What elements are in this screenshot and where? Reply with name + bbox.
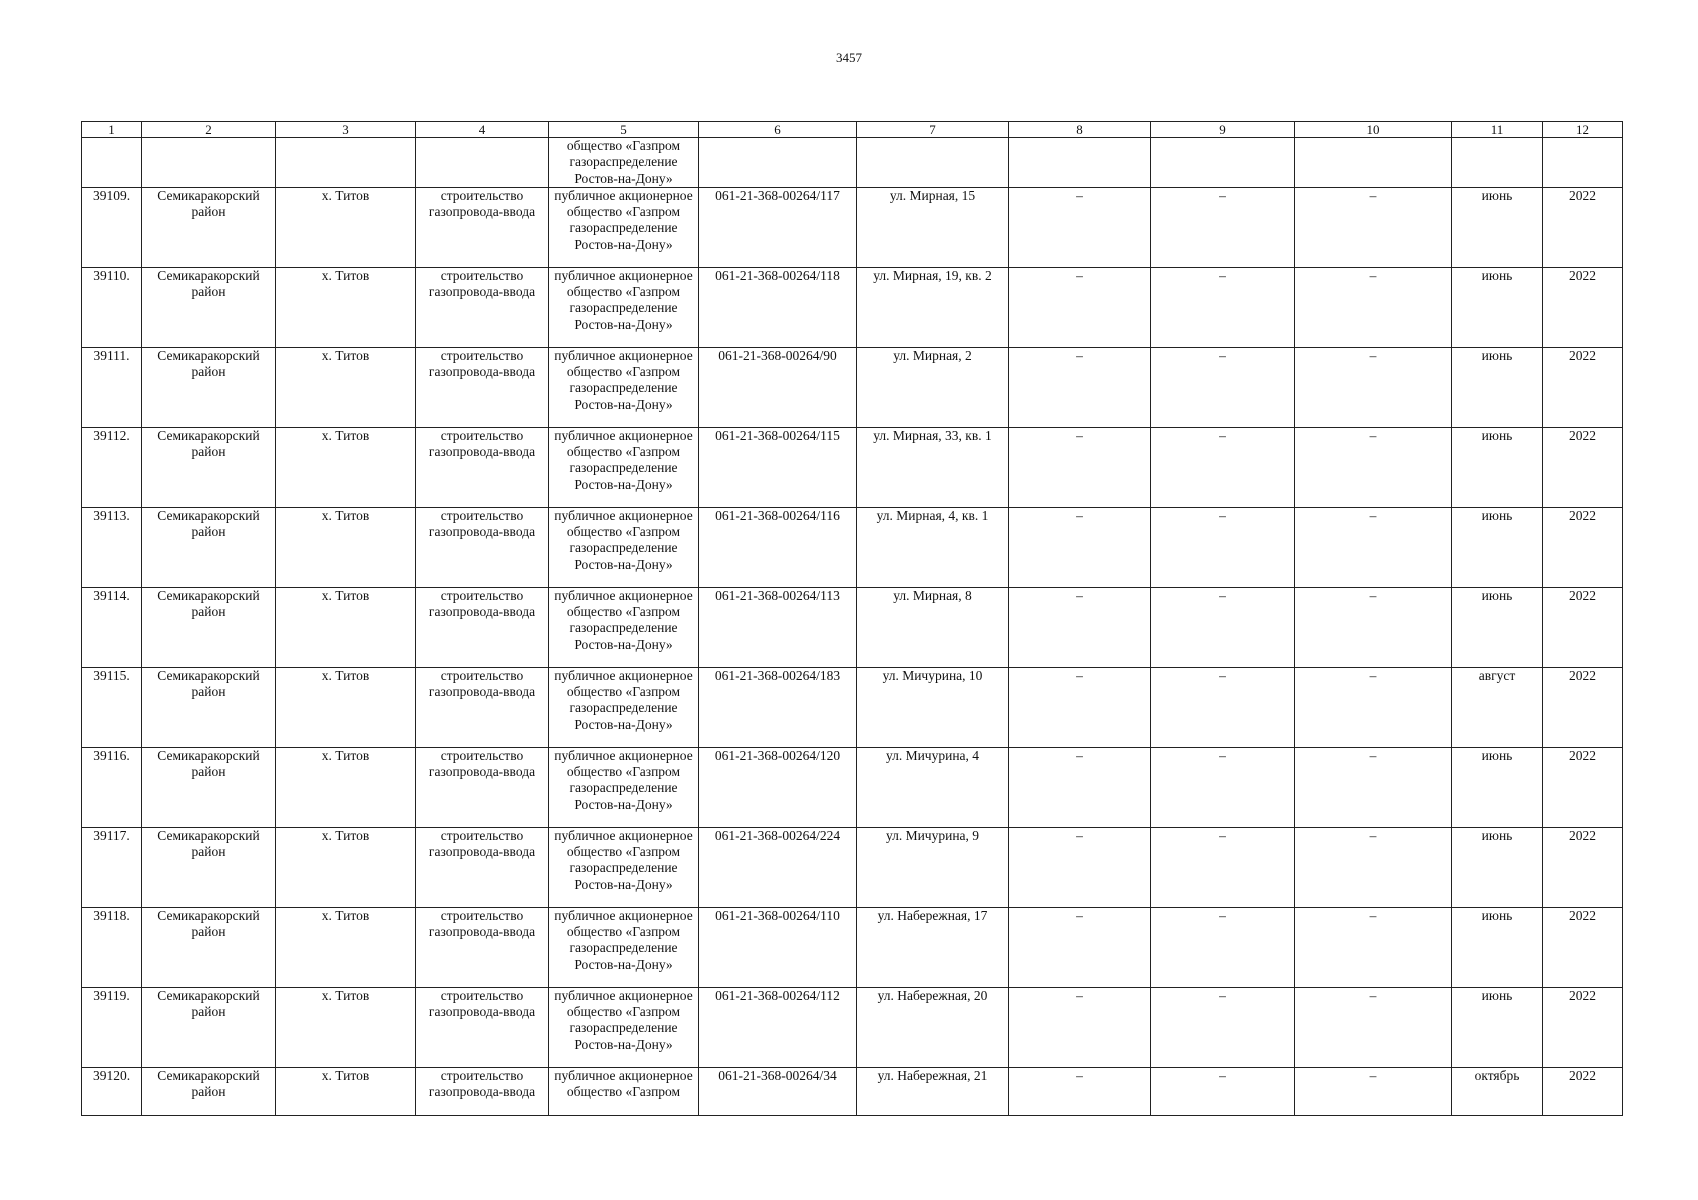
table-row <box>82 987 1623 1067</box>
year-cell: 2022 <box>1543 267 1623 347</box>
object-code-cell: 061-21-368-00264/117 <box>699 187 857 267</box>
column-10-cell: – <box>1295 747 1452 827</box>
year-cell: 2022 <box>1543 907 1623 987</box>
object-code-cell: 061-21-368-00264/34 <box>699 1067 857 1115</box>
object-code-cell: 061-21-368-00264/224 <box>699 827 857 907</box>
row-number: 39111. <box>82 347 142 427</box>
owner-cell: публичное акционерное общество «Газпром газораспределение Ростов-на-Дону» <box>549 507 699 587</box>
work-type-cell: строительство газопровода-ввода <box>416 347 549 427</box>
column-8-cell: – <box>1009 347 1151 427</box>
work-type-cell: строительство газопровода-ввода <box>416 427 549 507</box>
month-cell: июнь <box>1452 427 1543 507</box>
district-cell: Семикаракорский район <box>142 667 276 747</box>
object-code-cell: 061-21-368-00264/110 <box>699 907 857 987</box>
settlement-cell: х. Титов <box>276 667 416 747</box>
column-9-cell: – <box>1151 667 1295 747</box>
column-number: 11 <box>1452 122 1543 138</box>
column-8-cell: – <box>1009 427 1151 507</box>
object-code-cell: 061-21-368-00264/90 <box>699 347 857 427</box>
month-cell: июнь <box>1452 587 1543 667</box>
address-cell: ул. Мичурина, 4 <box>857 747 1009 827</box>
cell-empty <box>276 138 416 188</box>
table-row <box>82 507 1623 587</box>
address-cell: ул. Мичурина, 10 <box>857 667 1009 747</box>
settlement-cell: х. Титов <box>276 267 416 347</box>
cell-empty <box>857 138 1009 188</box>
work-type-cell: строительство газопровода-ввода <box>416 827 549 907</box>
object-code-cell: 061-21-368-00264/120 <box>699 747 857 827</box>
column-9-cell: – <box>1151 587 1295 667</box>
page-number: 3457 <box>836 50 862 65</box>
owner-cell: публичное акционерное общество «Газпром газораспределение Ростов-на-Дону» <box>549 187 699 267</box>
column-10-cell: – <box>1295 347 1452 427</box>
column-8-cell: – <box>1009 507 1151 587</box>
column-number: 1 <box>82 122 142 138</box>
column-10-cell: – <box>1295 187 1452 267</box>
table-row <box>82 907 1623 987</box>
column-10-cell: – <box>1295 587 1452 667</box>
column-10-cell: – <box>1295 667 1452 747</box>
owner-cell: публичное акционерное общество «Газпром газораспределение Ростов-на-Дону» <box>549 827 699 907</box>
table-row <box>82 347 1623 427</box>
work-type-cell: строительство газопровода-ввода <box>416 667 549 747</box>
work-type-cell: строительство газопровода-ввода <box>416 907 549 987</box>
row-number: 39109. <box>82 187 142 267</box>
cell-empty <box>416 138 549 188</box>
column-number: 7 <box>857 122 1009 138</box>
column-number: 8 <box>1009 122 1151 138</box>
row-number: 39120. <box>82 1067 142 1115</box>
column-8-cell: – <box>1009 747 1151 827</box>
year-cell: 2022 <box>1543 827 1623 907</box>
cell-empty <box>1452 138 1543 188</box>
column-10-cell: – <box>1295 427 1452 507</box>
settlement-cell: х. Титов <box>276 1067 416 1115</box>
table-row <box>82 1067 1623 1115</box>
table-row <box>82 667 1623 747</box>
column-number: 3 <box>276 122 416 138</box>
table-row <box>82 427 1623 507</box>
address-cell: ул. Мичурина, 9 <box>857 827 1009 907</box>
column-9-cell: – <box>1151 347 1295 427</box>
object-code-cell: 061-21-368-00264/116 <box>699 507 857 587</box>
address-cell: ул. Мирная, 19, кв. 2 <box>857 267 1009 347</box>
column-number: 5 <box>549 122 699 138</box>
column-9-cell: – <box>1151 427 1295 507</box>
row-number: 39118. <box>82 907 142 987</box>
owner-cell: публичное акционерное общество «Газпром газораспределение Ростов-на-Дону» <box>549 667 699 747</box>
owner-cell: публичное акционерное общество «Газпром <box>549 1067 699 1115</box>
column-10-cell: – <box>1295 507 1452 587</box>
year-cell: 2022 <box>1543 987 1623 1067</box>
settlement-cell: х. Титов <box>276 427 416 507</box>
column-9-cell: – <box>1151 267 1295 347</box>
owner-cell: публичное акционерное общество «Газпром газораспределение Ростов-на-Дону» <box>549 987 699 1067</box>
row-number: 39112. <box>82 427 142 507</box>
object-code-cell: 061-21-368-00264/113 <box>699 587 857 667</box>
owner-cell: публичное акционерное общество «Газпром газораспределение Ростов-на-Дону» <box>549 347 699 427</box>
address-cell: ул. Мирная, 15 <box>857 187 1009 267</box>
month-cell: июнь <box>1452 827 1543 907</box>
settlement-cell: х. Титов <box>276 907 416 987</box>
address-cell: ул. Мирная, 4, кв. 1 <box>857 507 1009 587</box>
cell-empty <box>1151 138 1295 188</box>
year-cell: 2022 <box>1543 1067 1623 1115</box>
table-row <box>82 827 1623 907</box>
month-cell: июнь <box>1452 187 1543 267</box>
district-cell: Семикаракорский район <box>142 907 276 987</box>
column-10-cell: – <box>1295 267 1452 347</box>
address-cell: ул. Мирная, 8 <box>857 587 1009 667</box>
column-number-row <box>82 122 1623 138</box>
settlement-cell: х. Титов <box>276 187 416 267</box>
settlement-cell: х. Титов <box>276 827 416 907</box>
address-cell: ул. Набережная, 17 <box>857 907 1009 987</box>
column-number: 4 <box>416 122 549 138</box>
work-type-cell: строительство газопровода-ввода <box>416 267 549 347</box>
work-type-cell: строительство газопровода-ввода <box>416 507 549 587</box>
registry-table <box>81 121 1623 1116</box>
district-cell: Семикаракорский район <box>142 1067 276 1115</box>
owner-cell: публичное акционерное общество «Газпром газораспределение Ростов-на-Дону» <box>549 267 699 347</box>
table-row <box>82 747 1623 827</box>
column-8-cell: – <box>1009 1067 1151 1115</box>
year-cell: 2022 <box>1543 507 1623 587</box>
row-number: 39114. <box>82 587 142 667</box>
column-8-cell: – <box>1009 187 1151 267</box>
district-cell: Семикаракорский район <box>142 427 276 507</box>
owner-cell: публичное акционерное общество «Газпром газораспределение Ростов-на-Дону» <box>549 587 699 667</box>
address-cell: ул. Мирная, 33, кв. 1 <box>857 427 1009 507</box>
work-type-cell: строительство газопровода-ввода <box>416 747 549 827</box>
object-code-cell: 061-21-368-00264/115 <box>699 427 857 507</box>
continuation-row <box>82 138 1623 188</box>
column-8-cell: – <box>1009 827 1151 907</box>
cell-empty <box>1009 138 1151 188</box>
district-cell: Семикаракорский район <box>142 267 276 347</box>
column-number: 6 <box>699 122 857 138</box>
year-cell: 2022 <box>1543 187 1623 267</box>
address-cell: ул. Мирная, 2 <box>857 347 1009 427</box>
owner-cell: публичное акционерное общество «Газпром газораспределение Ростов-на-Дону» <box>549 747 699 827</box>
column-10-cell: – <box>1295 987 1452 1067</box>
table-row <box>82 187 1623 267</box>
owner-cell: публичное акционерное общество «Газпром газораспределение Ростов-на-Дону» <box>549 427 699 507</box>
month-cell: август <box>1452 667 1543 747</box>
column-9-cell: – <box>1151 507 1295 587</box>
row-number: 39119. <box>82 987 142 1067</box>
table-row <box>82 267 1623 347</box>
cell-empty <box>1295 138 1452 188</box>
column-number: 2 <box>142 122 276 138</box>
month-cell: октябрь <box>1452 1067 1543 1115</box>
column-8-cell: – <box>1009 587 1151 667</box>
column-8-cell: – <box>1009 907 1151 987</box>
month-cell: июнь <box>1452 507 1543 587</box>
column-9-cell: – <box>1151 987 1295 1067</box>
district-cell: Семикаракорский район <box>142 827 276 907</box>
row-number: 39115. <box>82 667 142 747</box>
district-cell: Семикаракорский район <box>142 347 276 427</box>
column-number: 12 <box>1543 122 1623 138</box>
column-9-cell: – <box>1151 747 1295 827</box>
district-cell: Семикаракорский район <box>142 747 276 827</box>
month-cell: июнь <box>1452 987 1543 1067</box>
month-cell: июнь <box>1452 267 1543 347</box>
month-cell: июнь <box>1452 747 1543 827</box>
work-type-cell: строительство газопровода-ввода <box>416 1067 549 1115</box>
year-cell: 2022 <box>1543 587 1623 667</box>
row-number: 39110. <box>82 267 142 347</box>
column-9-cell: – <box>1151 187 1295 267</box>
table-body <box>82 122 1623 1116</box>
work-type-cell: строительство газопровода-ввода <box>416 587 549 667</box>
cell-empty <box>142 138 276 188</box>
column-8-cell: – <box>1009 267 1151 347</box>
cell-empty <box>1543 138 1623 188</box>
row-number: 39113. <box>82 507 142 587</box>
settlement-cell: х. Титов <box>276 587 416 667</box>
column-number: 10 <box>1295 122 1452 138</box>
year-cell: 2022 <box>1543 427 1623 507</box>
settlement-cell: х. Титов <box>276 987 416 1067</box>
column-10-cell: – <box>1295 827 1452 907</box>
district-cell: Семикаракорский район <box>142 587 276 667</box>
settlement-cell: х. Титов <box>276 747 416 827</box>
column-10-cell: – <box>1295 907 1452 987</box>
year-cell: 2022 <box>1543 667 1623 747</box>
continuation-owner: общество «Газпром газораспределение Ростов-на-Дону» <box>549 138 699 188</box>
row-number: 39116. <box>82 747 142 827</box>
district-cell: Семикаракорский район <box>142 187 276 267</box>
column-8-cell: – <box>1009 987 1151 1067</box>
column-8-cell: – <box>1009 667 1151 747</box>
object-code-cell: 061-21-368-00264/112 <box>699 987 857 1067</box>
owner-cell: публичное акционерное общество «Газпром газораспределение Ростов-на-Дону» <box>549 907 699 987</box>
column-9-cell: – <box>1151 1067 1295 1115</box>
object-code-cell: 061-21-368-00264/183 <box>699 667 857 747</box>
settlement-cell: х. Титов <box>276 347 416 427</box>
column-number: 9 <box>1151 122 1295 138</box>
month-cell: июнь <box>1452 907 1543 987</box>
month-cell: июнь <box>1452 347 1543 427</box>
column-9-cell: – <box>1151 827 1295 907</box>
settlement-cell: х. Титов <box>276 507 416 587</box>
row-number: 39117. <box>82 827 142 907</box>
district-cell: Семикаракорский район <box>142 507 276 587</box>
column-9-cell: – <box>1151 907 1295 987</box>
address-cell: ул. Набережная, 21 <box>857 1067 1009 1115</box>
cell-empty <box>699 138 857 188</box>
work-type-cell: строительство газопровода-ввода <box>416 187 549 267</box>
column-10-cell: – <box>1295 1067 1452 1115</box>
cell-empty <box>82 138 142 188</box>
district-cell: Семикаракорский район <box>142 987 276 1067</box>
year-cell: 2022 <box>1543 347 1623 427</box>
year-cell: 2022 <box>1543 747 1623 827</box>
work-type-cell: строительство газопровода-ввода <box>416 987 549 1067</box>
object-code-cell: 061-21-368-00264/118 <box>699 267 857 347</box>
address-cell: ул. Набережная, 20 <box>857 987 1009 1067</box>
table-row <box>82 587 1623 667</box>
